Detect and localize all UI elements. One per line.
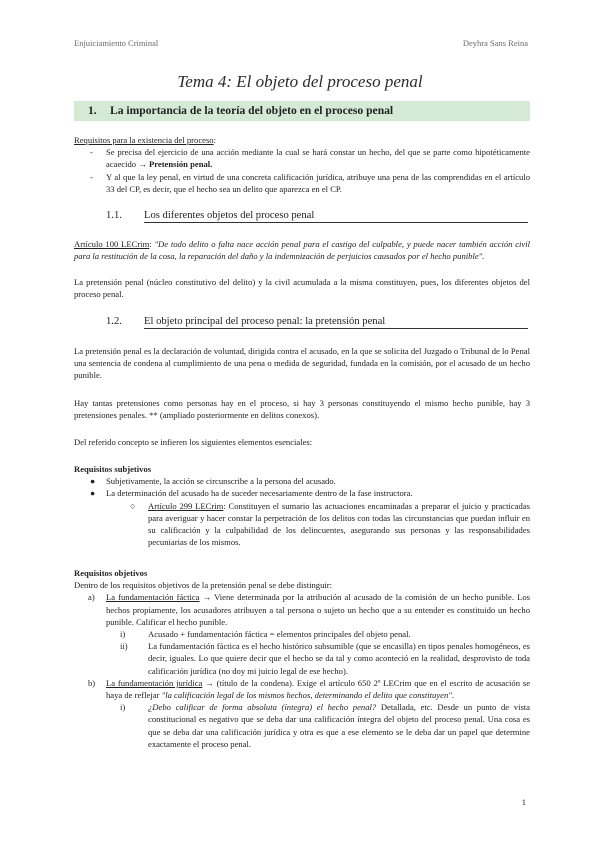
nested-list-item bbox=[74, 500, 530, 549]
item-a-ii-text: La fundamentación fáctica es el hecho histórico subsumible (que se encasilla) en tipos penales homogéneos, es decir, iguales. Lo que quiere decir que el hecho se da tal y como aconteció en la realidad, desprovisto de toda calificación jurídica (no doy mi juicio legal de ese hecho). bbox=[148, 641, 530, 676]
header-author: Deyhra Sans Reina bbox=[462, 38, 528, 48]
req-item-2-text: Y al que la ley penal, en virtud de una concreta calificación jurídica, atribuye una pena de las comprendidas en el artículo 33 del CP, es decir, que el hecho sea un delito que aparezca en el CP. bbox=[106, 171, 530, 194]
item-a-i-text: Acusado + fundamentación fáctica = elementos principales del objeto penal. bbox=[148, 629, 411, 640]
objetivos-heading: Requisitos objetivos bbox=[74, 568, 148, 578]
referido-paragraph: Del referido concepto se infieren los siguientes elementos esenciales: bbox=[74, 437, 313, 447]
dash-marker: - bbox=[90, 147, 93, 158]
item-b-label: La fundamentación jurídica bbox=[106, 677, 203, 688]
list-item bbox=[74, 640, 530, 677]
section-1-2-number: 1.2. bbox=[106, 316, 122, 327]
subjetivo-item-2: La determinación del acusado ha de suceder necesariamente dentro de la fase instructora. bbox=[106, 488, 413, 499]
requisitos-intro: Requisitos para la existencia del proceso bbox=[74, 135, 214, 145]
req-item-1-text: Se precisa del ejercicio de una acción mediante la cual se hará constar un hecho, del que se parte como hipotéticamente acaecido bbox=[106, 147, 530, 170]
arrow-icon: → bbox=[138, 159, 147, 170]
section-1-1-heading bbox=[74, 208, 530, 224]
subjetivos-block bbox=[74, 463, 530, 548]
art100-label: Artículo 100 LECrim bbox=[74, 239, 150, 249]
item-b-i-text: Detallada, etc. Desde un punto de vista constitucional es negativo que se deba dar una calificación íntegra del objeto del proceso penal. Una cosa es que se deba dar una calificación jurídica y otra es que a ese elemento se le deba dar un papel que determine exactamente el proceso penal. bbox=[148, 702, 531, 749]
bullet-icon: ● bbox=[90, 476, 96, 487]
item-b-i-question: ¿Debo calificar de forma absoluta (íntegra) el hecho penal? bbox=[148, 702, 377, 713]
page-number: 1 bbox=[521, 797, 526, 807]
section-1-title: La importancia de la teoría del objeto en el proceso penal bbox=[110, 104, 394, 117]
item-a-i-marker: i) bbox=[120, 629, 126, 640]
dash-marker: - bbox=[90, 171, 93, 182]
list-item bbox=[74, 487, 530, 499]
objetivos-intro: Dentro de los requisitos objetivos de la pretensión penal se debe distinguir: bbox=[74, 580, 332, 591]
art100-quote: "De todo delito o falta nace acción penal para el castigo del culpable, y puede nacer también acción civil para la restitución de la cosa, la reparación del daño y la indemnización de perjuicios causados por el hecho punible". bbox=[74, 239, 530, 262]
item-b-end: . bbox=[451, 690, 455, 701]
art299-label: Artículo 299 LECrim bbox=[148, 500, 224, 511]
list-item bbox=[74, 628, 530, 640]
bullet-icon: ● bbox=[90, 488, 96, 499]
item-b-text: → (título de la condena). Exige el artículo 650 2º LECrim que en el escrito de acusación se haya de reflejar bbox=[106, 677, 531, 701]
requisitos-block: Requisitos para la existencia del proceso: - Se precisa del ejercicio de una acción mediante la cual se hará constar un hecho, del que se parte como hipotéticamente acaecido → Pretensión penal. - Y al que la ley penal, en virtud de una concreta calificación jurídica, atribuye una pena de las comprendidas en el artículo 33 del CP, es decir, que el hecho sea un delito que aparezca en el CP. bbox=[74, 135, 530, 194]
subjetivo-item-1: Subjetivamente, la acción se circunscribe a la persona del acusado. bbox=[106, 476, 336, 487]
item-a-ii-marker: ii) bbox=[120, 641, 128, 652]
list-item bbox=[74, 171, 530, 195]
item-b-quote: "la calificación legal de los mismos hechos, determinando el delito que constituyen" bbox=[161, 690, 452, 701]
art299-text: : Constituyen el sumario las actuaciones encaminadas a preparar el juicio y practicadas para averiguar y hacer constar la perpetración de los delitos con todas las circunstancias que puedan influir en su calificación y la culpabilidad de los delincuentes, asegurando sus personas y las responsabilidades pecuniarias de los mismos. bbox=[148, 500, 530, 548]
art100-paragraph: Artículo 100 LECrim: "De todo delito o falta nace acción penal para el castigo del culpable, y puede nacer también acción civil para la restitución de la cosa, la reparación del daño y la indemnización de perjuicios causados por el hecho punible". bbox=[74, 239, 530, 262]
section-1-2-heading bbox=[74, 314, 530, 330]
req-item-1-bold: Pretensión penal. bbox=[148, 159, 213, 170]
list-item bbox=[74, 475, 530, 487]
item-a-label: La fundamentación fáctica bbox=[106, 592, 200, 603]
item-a-marker: a) bbox=[88, 592, 95, 603]
page-title: Tema 4: El objeto del proceso penal bbox=[177, 72, 423, 91]
item-a-text: → Viene determinada por la atribución al acusado de la comisión de un hecho punible. Los hechos propiamente, los acusadores atribuyen a tal persona o sujeto un hecho que a su entender es constituido un hecho punible. Calificar el hecho punible. bbox=[106, 592, 530, 627]
tantas-paragraph: Hay tantas pretensiones como personas hay en el proceso, si hay 3 personas constituyendo el mismo hecho punible, hay 3 pretensiones penales. ** (ampliado posteriormente en delitos conexos). bbox=[74, 398, 530, 421]
section-1-2-title: El objeto principal del proceso penal: la pretensión penal bbox=[144, 314, 528, 329]
item-b-i-marker: i) bbox=[120, 702, 126, 713]
hollow-bullet-icon: ○ bbox=[130, 500, 136, 511]
list-item bbox=[74, 591, 530, 628]
definicion-paragraph: La pretensión penal es la declaración de voluntad, dirigida contra el acusado, en la que se solicita del Juzgado o Tribunal de lo Penal una sentencia de condena al cumplimiento de una pena o medida de seguridad, fundada en la comisión, por el acusado de un hecho punible. bbox=[74, 346, 530, 381]
section-1-1-number: 1.1. bbox=[106, 210, 122, 221]
section-1-1-title: Los diferentes objetos del proceso penal bbox=[144, 208, 528, 223]
list-item bbox=[74, 677, 530, 701]
item-b-marker: b) bbox=[88, 677, 96, 688]
pretension-paragraph: La pretensión penal (núcleo constitutivo del delito) y la civil acumulada a la misma constituyen, pues, los diferentes objetos del proceso penal. bbox=[74, 277, 530, 300]
list-item bbox=[74, 146, 530, 170]
list-item bbox=[74, 701, 530, 750]
section-1-heading bbox=[74, 101, 530, 121]
objetivos-block bbox=[74, 567, 530, 750]
header-course: Enjuiciamiento Criminal bbox=[74, 38, 159, 48]
subjetivos-heading: Requisitos subjetivos bbox=[74, 464, 152, 474]
section-1-number: 1. bbox=[88, 104, 97, 117]
